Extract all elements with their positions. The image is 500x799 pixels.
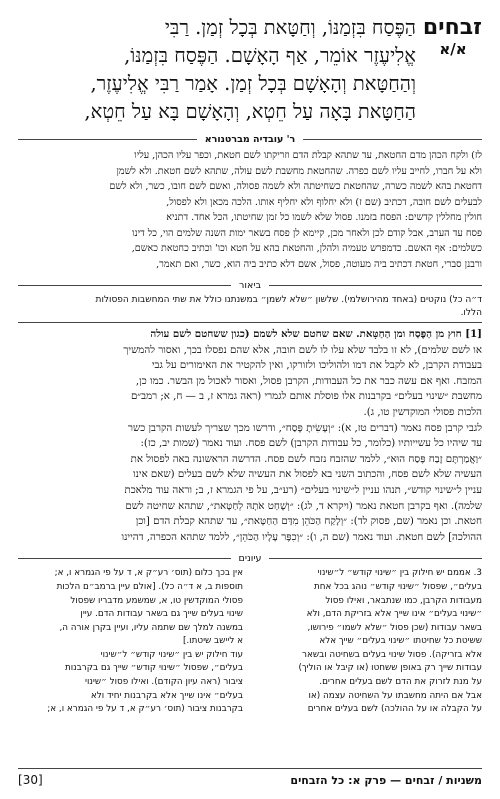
bartenura-heading-row xyxy=(18,134,482,145)
iyunim-line: בעלים״, שפסול ״שינוי קודש״ נוהג בכל אחת xyxy=(313,581,482,592)
beur-text xyxy=(18,327,482,545)
beur-line: הלכות פסולי המוקדשין טו, ג). xyxy=(363,406,482,418)
iyunim-line: ששיטת כל שחיטתו ״שינוי בעלים״ שייך אלא xyxy=(319,636,482,647)
beur-line: לגבי קרבן פסח נאמר (דברים טז, א): ״וְעָשִׂיתָ פֶּסַח״, ודרשו מכך שצריך לעשות הקרבן כשר xyxy=(128,422,482,434)
beur-note xyxy=(18,294,482,320)
beur-line: [1] חוץ מן הַפֶּסַח ומן הַחַטָּאת. שאם שחטם שלא לשמם (כגון ששחטם לשם עולה xyxy=(150,328,482,340)
iyunim-right-column xyxy=(257,567,482,717)
iyunim-line: על מנת לזרוק את הדם לשם בעלים אחרים. xyxy=(319,677,482,688)
iyunim-line: אבל אם היתה מחשבתו על השחיטה עצמה (או xyxy=(308,690,482,701)
beur-line: ״וַאֲמַרְתֶּם זֶבַח פֶּסַח הוּא״, ללמד שהזבח נזבח לשם פסח. הדרשה הראשונה באה לפסול את xyxy=(130,453,482,465)
note-line: ד״ה כל) נוקטים (באחד מהירושלמי). שלשון ״שלא לשמן״ במשנתנו כולל את שתי המחשבות הפסולות xyxy=(95,295,482,305)
iyunim-line: בעלים״ אינו שייך אלא בקרבנות יחיד ולא xyxy=(90,690,243,701)
iyunim-line: במשנה למלך שם שתמה עליו, ועיין בקרן אורה ה, xyxy=(59,622,243,633)
commentary-line: כשלמים: אף האשם. כדמפרש טעמיה ולהלן, והחטאת בהא על חטא וכו' וכתיב כחטאת כאשם, xyxy=(131,243,482,254)
iyunim-line: ציבור (ראה עיון הקודם). ואילו פסול ״שינוי xyxy=(85,677,243,688)
iyunim-line: בשאר עבודות (שכן פסול ״שלא לשמו״ פירושו, xyxy=(307,622,482,633)
commentary-line: פסח עד הערב, אבל קודם לכן ולאחר מכן, קיימא לן פסח בשאר ימות השנה שלמים הוי, כל דינו xyxy=(132,227,482,239)
bartenura-heading: ר' עובדיה מברטנורא xyxy=(204,134,296,145)
iyunim-line: תוספות ב, א ד״ה כל). [אולם עיין ברמב״ם הלכות xyxy=(56,581,243,592)
bartenura-commentary xyxy=(18,148,482,272)
mishnah-header xyxy=(18,14,482,126)
divider xyxy=(18,139,197,140)
commentary-line: דחטאת בהא לשמה כשרה, שהחטאת כשחיטתה ולא לשמה פסולה, ואשם לשם חובו, כשר, ולא לשם xyxy=(109,181,482,192)
tractate-label xyxy=(424,14,482,58)
page-footer xyxy=(18,768,482,787)
beur-line: ההולכה] לשם חטאת. ועוד נאמר (שם ה, ו): ״וְכִפֶּר עָלָיו הַכֹּהֵן״, ללמד שתהא הכפרה, דהיינו xyxy=(121,531,482,543)
beur-line: עניין ל״שינוי קודש״, תנהו עניין ל״שינוי בעלים״ (רע״ב, על פי הגמרא ז, ב; וראה עוד מלאכת xyxy=(124,484,482,496)
iyunim-section xyxy=(18,567,482,717)
mishnah-line: אֱלִיעֶזֶר אוֹמֵר, אַף הָאָשָׁם. הַפֶּסַח בִּזְמַנּוֹ, xyxy=(124,44,416,67)
iyunim-left-column xyxy=(18,567,243,717)
iyunim-line: שינוי בעלים שייך גם בשאר עבודות הדם. עיין xyxy=(80,609,243,620)
iyunim-line: 3. אממם יש חילוק בין ״שינוי קודש״ ל״שינוי xyxy=(317,568,482,579)
beur-heading-row xyxy=(18,280,482,291)
note-line: הללו. xyxy=(460,308,482,318)
divider xyxy=(18,322,482,323)
iyunim-line: בעלים״, שפסול ״שינוי קודש״ שייך גם בקרבנות xyxy=(64,663,243,674)
iyunim-line: מעבודות הקרבן, כמו שנתבאר, ואילו פסול xyxy=(325,595,482,606)
iyunim-line: אלא בזריקה). פסול שינוי בעלים בשחיטה ובשאר xyxy=(302,649,482,660)
mishnah-line: וְהַחַטָּאת וְהָאָשָׁם בְּכָל זְמַן. אָמַר רַבִּי אֱלִיעֶזֶר, xyxy=(90,72,416,95)
iyunim-heading: עיונים xyxy=(238,553,262,565)
commentary-line: לז) ולקח הכהן מדם החטאת, עד שתהא קבלת הדם וזריקתו לשם חטאת, וכפר עליו הכהן, עליו xyxy=(134,150,482,161)
mishnah-text xyxy=(18,14,424,126)
beur-line: העשיה שלא לשם פסח, והכתוב השני בא לפסול את העשיה שלא לשם בעלים (שאם אינו xyxy=(132,469,482,481)
mishnah-line: הַפֶּסַח בִּזְמַנּוֹ, וְחַטָּאת בְּכָל זְמַן. רַבִּי xyxy=(164,16,416,39)
iyunim-line: אין בכך כלום (תוס׳ רע״ק א, ד על פי הגמרא ו, א; xyxy=(54,568,243,579)
beur-line: בעבודת הקרבן, לא לקבל את דמו ולהוליכו ולזורקו, ואין להקטיר את האימורים על גבי xyxy=(151,360,482,372)
iyunim-line: א ליישב שיטתו.] xyxy=(182,636,243,647)
iyunim-line: עוד חילוק יש בין ״שינוי קודש״ ל״שינוי xyxy=(100,649,243,660)
iyunim-line: בקרבנות ציבור (תוס׳ רע״ק א, ד על פי הגמרא ו, א; xyxy=(47,704,243,715)
divider xyxy=(269,285,482,286)
beur-heading: ביאור xyxy=(239,280,261,291)
iyunim-line: פסולי המוקדשין טו, א, שמשמע מדבריו שפסול xyxy=(70,595,243,606)
beur-line: מחשבת ״שינוי בעלים״ בקרבנות אלו פוסלת אותם לגמרי (ראה גמרא ז, ב — ח, א; רמב״ם xyxy=(130,391,482,403)
commentary-line: חולין מחללין קדשים: הפסח בזמנו. פסול שלא לשמו כל זמן שחיטתו, הכל אחד. דתניא xyxy=(166,212,482,223)
divider xyxy=(18,558,231,559)
beur-line: או לשם שלמים), לא זו בלבד שלא עלו לו לשם חובה, אלא שהם נפסלו בכך, ואסור להמשיך xyxy=(123,344,482,356)
divider xyxy=(303,139,482,140)
iyunim-line: על הקבלה או על ההולכה) לשם בעלים אחרים xyxy=(307,704,482,715)
running-title: משניות / זבחים — פרק א: כל הזבחים xyxy=(290,773,482,787)
commentary-line: לבעלים לשם חובה, דכתיב (שם ז) ולא יחלוף ולא יחליף אותו. הלכה מכאן ולא לפסול, xyxy=(166,196,482,208)
mishnah-location: א/א xyxy=(439,40,467,58)
iyunim-line: ״שינוי בעלים״ אינו שייך אלא בזריקת הדם, ולא xyxy=(306,609,482,620)
iyunim-heading-row xyxy=(18,553,482,564)
beur-line: המזבח. ואף אם עשה כבר את כל העבודות, הקרבן פסול, ואסור לאכול מן הבשר. כמו כן, xyxy=(135,375,482,387)
beur-line: עד שיהיו כל עשייותיו (כלומר, כל עבודות הקרבן) לשם פסח. ועוד נאמר (שמות יב, כז): xyxy=(140,438,482,450)
commentary-line: ורבנן סברי, חטאת דכתיב ביה מעוטה, פסול, אשם דלא כתיב ביה הוא, כשר, ואם תאמר, xyxy=(156,258,482,270)
divider xyxy=(269,558,482,559)
beur-line: שלמה). ואף בקרבן חטאת נאמר (ויקרא ד, לג): ״וְשָׁחַט אֹתָהּ לְחַטָּאת״, שתהא שחיטה לשם xyxy=(125,500,482,512)
tractate-name: זבחים xyxy=(422,15,482,40)
divider xyxy=(18,285,231,286)
beur-line: חטאת. וכן נאמר (שם, פסוק לד): ״וְלָקַח הַכֹּהֵן מִדַּם הַחַטָּאת״, עד שתהא קבלת הדם [וכן xyxy=(135,516,482,528)
iyunim-line: עבודות שייך רק באופן ששחטו (או קיבל או הוליך) xyxy=(298,663,482,674)
page-number: [30] xyxy=(18,773,43,787)
commentary-line: ולא על חברו, לחייב עליו לשם כפרה. שהחטאת מחשבת לשם עולה, שתהא לשם חטאת. ולא לשמן xyxy=(116,165,482,177)
mishnah-line: הַחַטָּאת בָּאָה עַל חֵטְא, וְהָאָשָׁם בָּא עַל חֵטְא, xyxy=(84,100,416,123)
